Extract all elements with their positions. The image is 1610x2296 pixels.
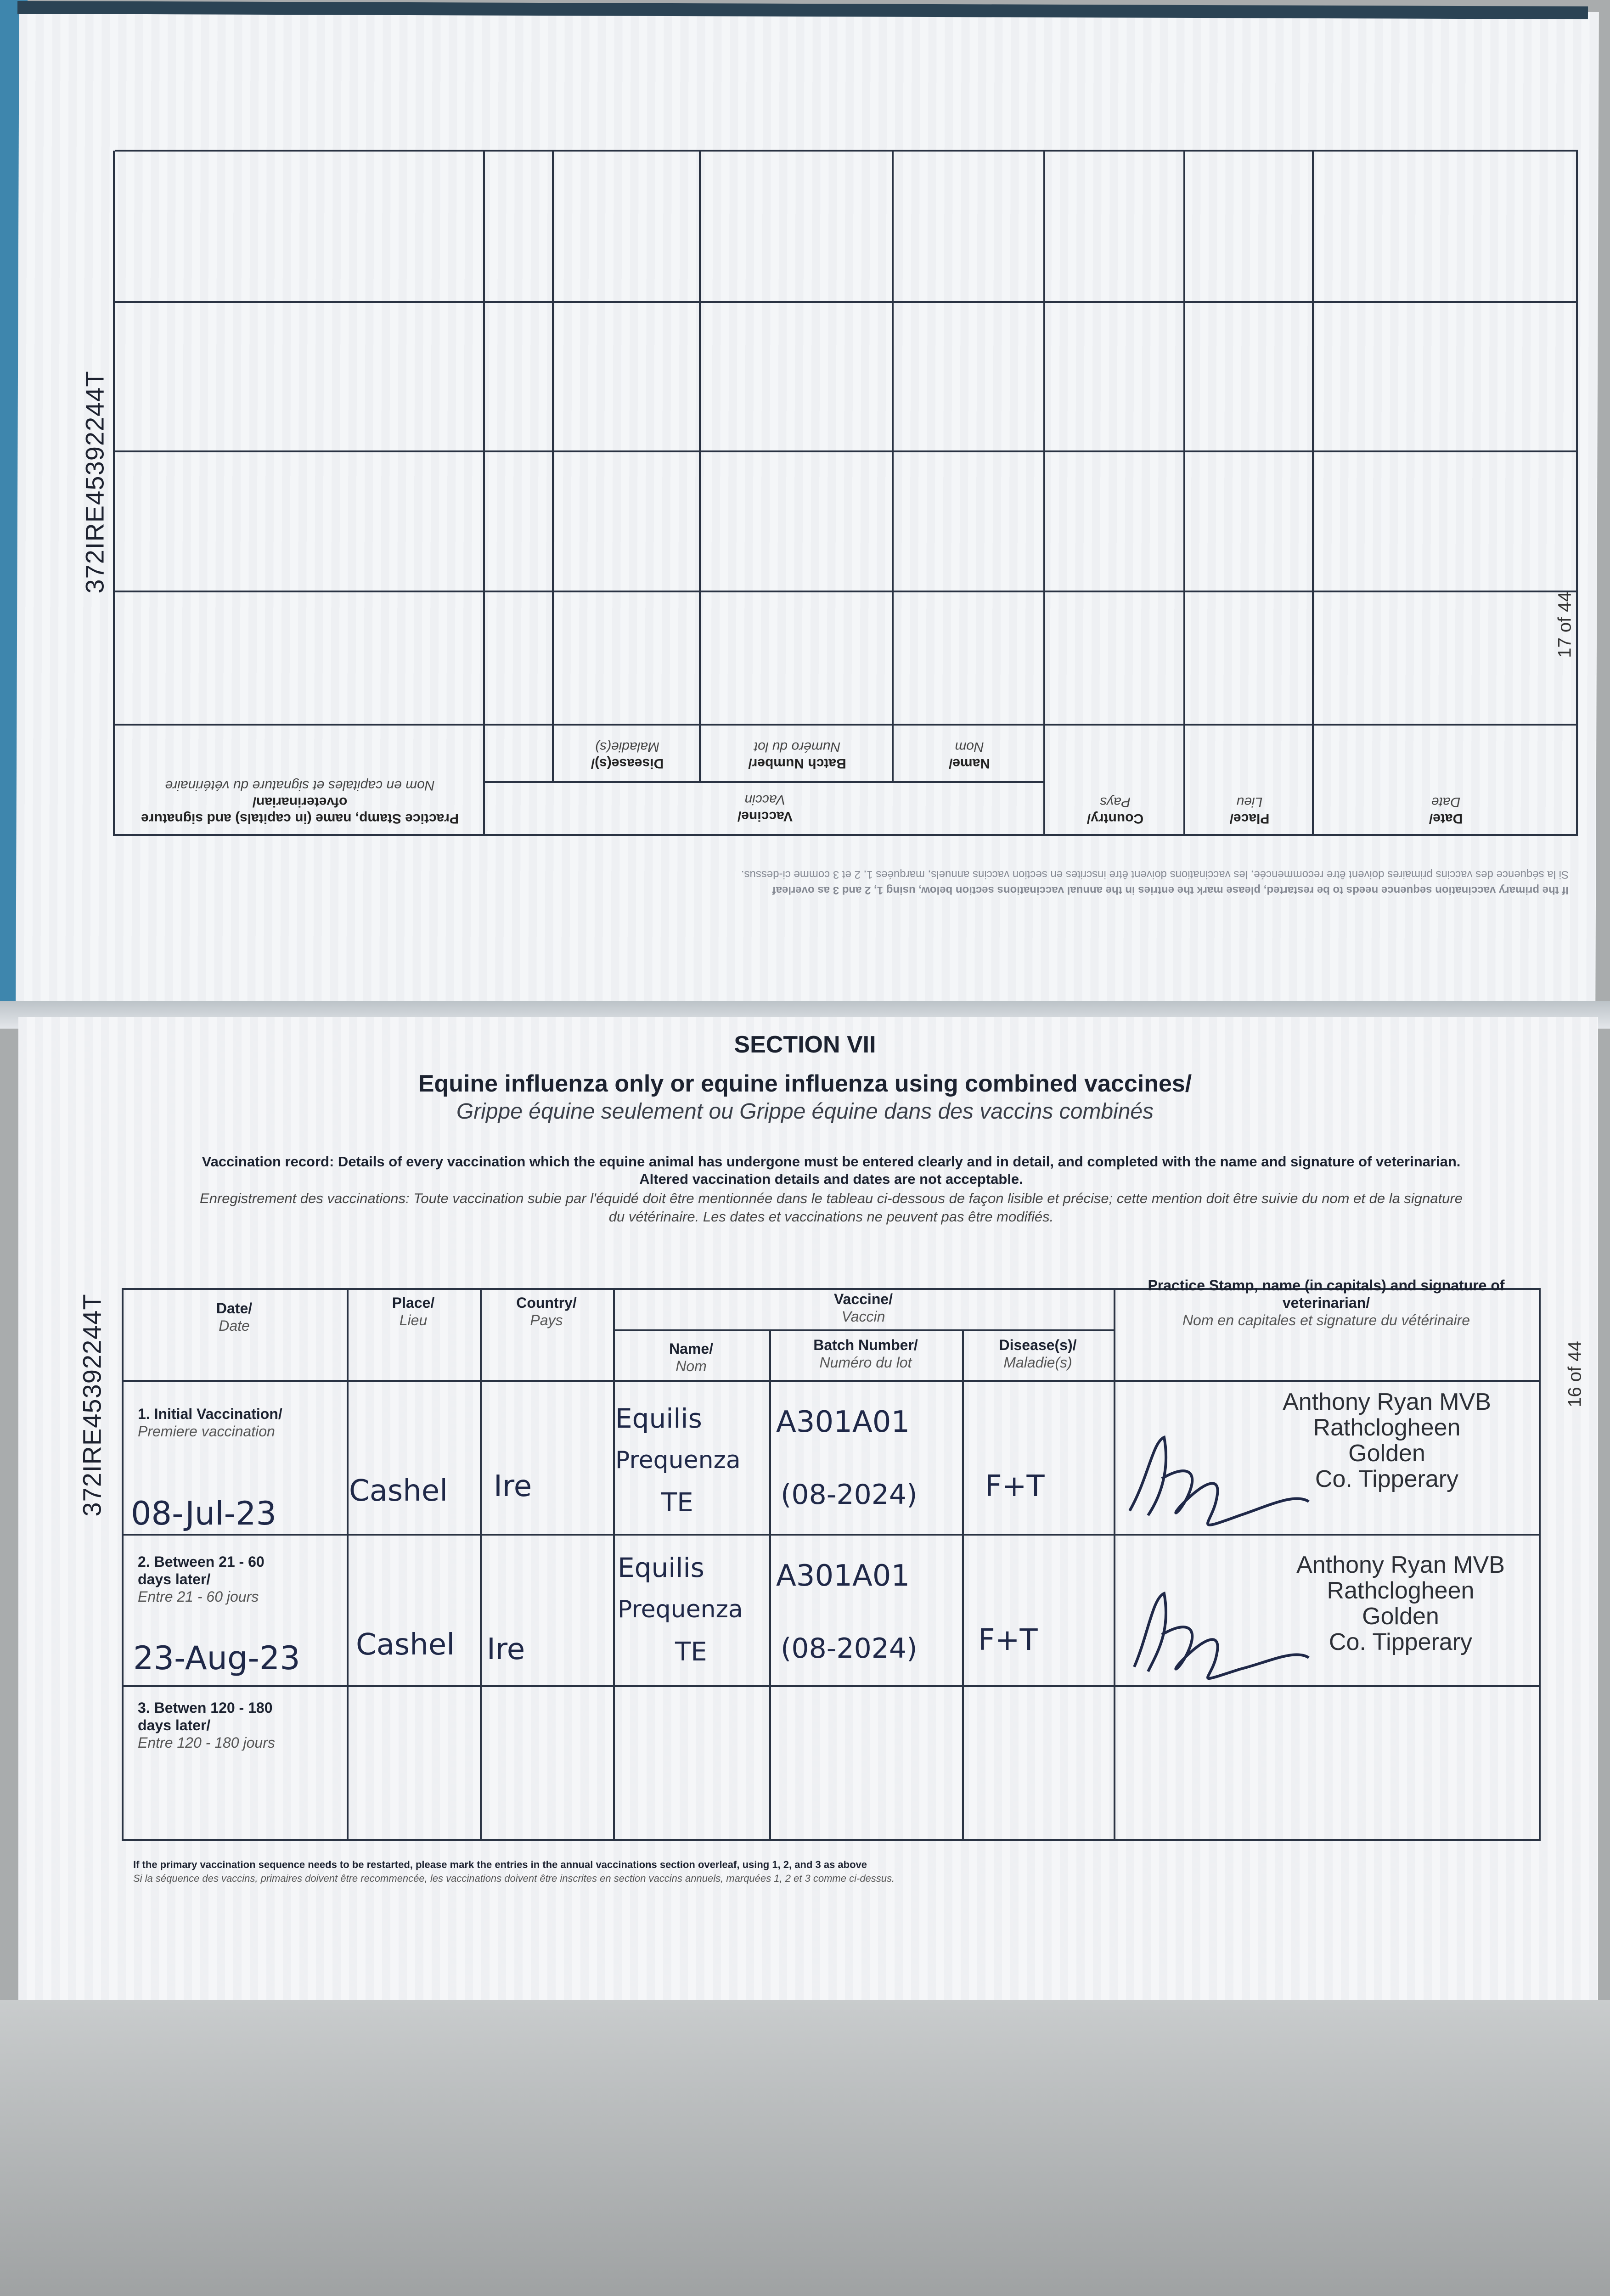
header-country: Country/ Pays bbox=[1086, 794, 1144, 826]
header-batch: Batch Number/ Numéro du lot bbox=[813, 1337, 918, 1371]
header-vaccine: Vaccine/ Vaccin bbox=[737, 792, 793, 824]
row-1-country: Ire bbox=[494, 1469, 532, 1503]
row-2-stamp: Anthony Ryan MVB Rathclogheen Golden Co. Tipperary bbox=[1296, 1552, 1505, 1655]
row-1-stamp: Anthony Ryan MVB Rathclogheen Golden Co. Tipperary bbox=[1283, 1389, 1491, 1492]
scanner-background bbox=[0, 2000, 1610, 2296]
grid-line bbox=[113, 151, 115, 836]
row-2-country: Ire bbox=[487, 1632, 525, 1666]
grid-line bbox=[1183, 151, 1185, 836]
grid-line bbox=[483, 151, 485, 836]
page-number-top: 17 of 44 bbox=[1554, 591, 1575, 658]
header-name: Name/ Nom bbox=[669, 1340, 714, 1374]
grid-line bbox=[552, 151, 554, 783]
page-number-bottom: 16 of 44 bbox=[1565, 1341, 1585, 1407]
row-1-label: 1. Initial Vaccination/ Premiere vaccination bbox=[138, 1406, 282, 1440]
section-heading: SECTION VII bbox=[734, 1031, 876, 1058]
grid-line bbox=[115, 834, 1578, 836]
row-1-vaccine-name-2: Prequenza bbox=[615, 1446, 741, 1474]
page-title: Equine influenza only or equine influenza using combined vaccines/ bbox=[418, 1070, 1192, 1097]
upside-down-page bbox=[0, 0, 1610, 1010]
grid-line bbox=[115, 150, 1578, 152]
row-1-batch-2: (08-2024) bbox=[781, 1479, 918, 1511]
intro-fr-line-2: du vétérinaire. Les dates et vaccinations ne peuvent pas être modifiés. bbox=[608, 1209, 1054, 1225]
footnote-fr: Si la séquence des vaccins primaires doivent être recommencée, les vaccinations doivent être inscrites en section vaccins annuels, marquées 1, 2 et 3 comme ci-dessus. bbox=[741, 868, 1569, 881]
grid-line bbox=[115, 724, 1578, 726]
row-3-label: 3. Betwen 120 - 180 days later/ Entre 120 - 180 jours bbox=[138, 1699, 275, 1751]
header-name: Name/ Nom bbox=[948, 739, 991, 771]
row-2-vaccine-name-3: TE bbox=[675, 1637, 707, 1667]
row-1-place: Cashel bbox=[349, 1474, 448, 1508]
row-2-date: 23-Aug-23 bbox=[133, 1639, 300, 1677]
footnote-en: If the primary vaccination sequence needs to be restarted, please mark the entries in the annual vaccinations section below, using 1, 2 and 3 as overleaf bbox=[772, 884, 1569, 896]
document-id-top: 372IRE45392244T bbox=[80, 371, 109, 594]
grid-line bbox=[699, 151, 701, 783]
footnote-en: If the primary vaccination sequence needs to be restarted, please mark the entries in the annual vaccinations section overleaf, using 1, 2, and 3 as above bbox=[133, 1859, 867, 1870]
grid-line bbox=[1312, 151, 1314, 836]
header-date: Date/ Date bbox=[216, 1300, 253, 1334]
header-vaccine: Vaccine/ Vaccin bbox=[833, 1291, 893, 1325]
grid-line bbox=[1043, 151, 1045, 836]
grid-line bbox=[115, 591, 1578, 592]
grid-line bbox=[115, 450, 1578, 452]
header-country: Country/ Pays bbox=[516, 1294, 577, 1328]
page-subtitle: Grippe équine seulement ou Grippe équine dans des vaccins combinés bbox=[456, 1099, 1154, 1124]
row-1-vaccine-name-3: TE bbox=[661, 1488, 693, 1518]
grid-line bbox=[115, 301, 1578, 303]
row-2-place: Cashel bbox=[356, 1628, 455, 1662]
row-2-vaccine-name-2: Prequenza bbox=[618, 1596, 743, 1623]
header-stamp: Practice Stamp, name (in capitals) and signature ofveterinarian/ Nom en capitales et signature du vétérinaire bbox=[141, 778, 459, 826]
row-2-batch-2: (08-2024) bbox=[781, 1632, 918, 1665]
row-2-vaccine-name-1: Equilis bbox=[618, 1552, 704, 1583]
intro-en-line-2: Altered vaccination details and dates are not acceptable. bbox=[639, 1171, 1023, 1187]
row-1-date: 08-Jul-23 bbox=[131, 1495, 277, 1532]
header-stamp: Practice Stamp, name (in capitals) and signature of veterinarian/ Nom en capitales et signature du vétérinaire bbox=[1148, 1277, 1505, 1328]
intro-fr-line-1: Enregistrement des vaccinations: Toute vaccination subie par l'équidé doit être mentionnée dans le tableau ci-dessous de façon lisible et précise; cette mention doit être suivie du nom et de la signature bbox=[200, 1190, 1463, 1206]
row-2-label: 2. Between 21 - 60 days later/ Entre 21 - 60 jours bbox=[138, 1553, 265, 1605]
document-id-bottom: 372IRE45392244T bbox=[77, 1294, 107, 1517]
row-1-disease: F+T bbox=[985, 1469, 1045, 1503]
header-date: Date/ Date bbox=[1429, 794, 1463, 826]
footnote-fr: Si la séquence des vaccins, primaires doivent être recommencée, les vaccinations doivent être inscrites en section vaccins annuels, marquées 1, 2 et 3 comme ci-dessus. bbox=[133, 1873, 895, 1884]
grid-line bbox=[485, 781, 1045, 783]
row-2-disease: F+T bbox=[978, 1623, 1038, 1657]
header-place: Place/ Lieu bbox=[1229, 794, 1270, 826]
header-disease: Disease(s)/ Maladie(s) bbox=[591, 739, 664, 771]
grid-line bbox=[892, 151, 894, 783]
grid-line bbox=[1576, 151, 1578, 836]
row-2-batch-1: A301A01 bbox=[776, 1559, 910, 1593]
header-place: Place/ Lieu bbox=[392, 1294, 435, 1328]
header-batch: Batch Number/ Numéro du lot bbox=[748, 739, 846, 771]
header-disease: Disease(s)/ Maladie(s) bbox=[999, 1337, 1077, 1371]
intro-en-line-1: Vaccination record: Details of every vaccination which the equine animal has undergone must be entered clearly and in detail, and completed with the name and signature of veterinarian. bbox=[202, 1154, 1461, 1170]
row-1-vaccine-name-1: Equilis bbox=[615, 1403, 702, 1434]
row-1-batch-1: A301A01 bbox=[776, 1405, 910, 1439]
